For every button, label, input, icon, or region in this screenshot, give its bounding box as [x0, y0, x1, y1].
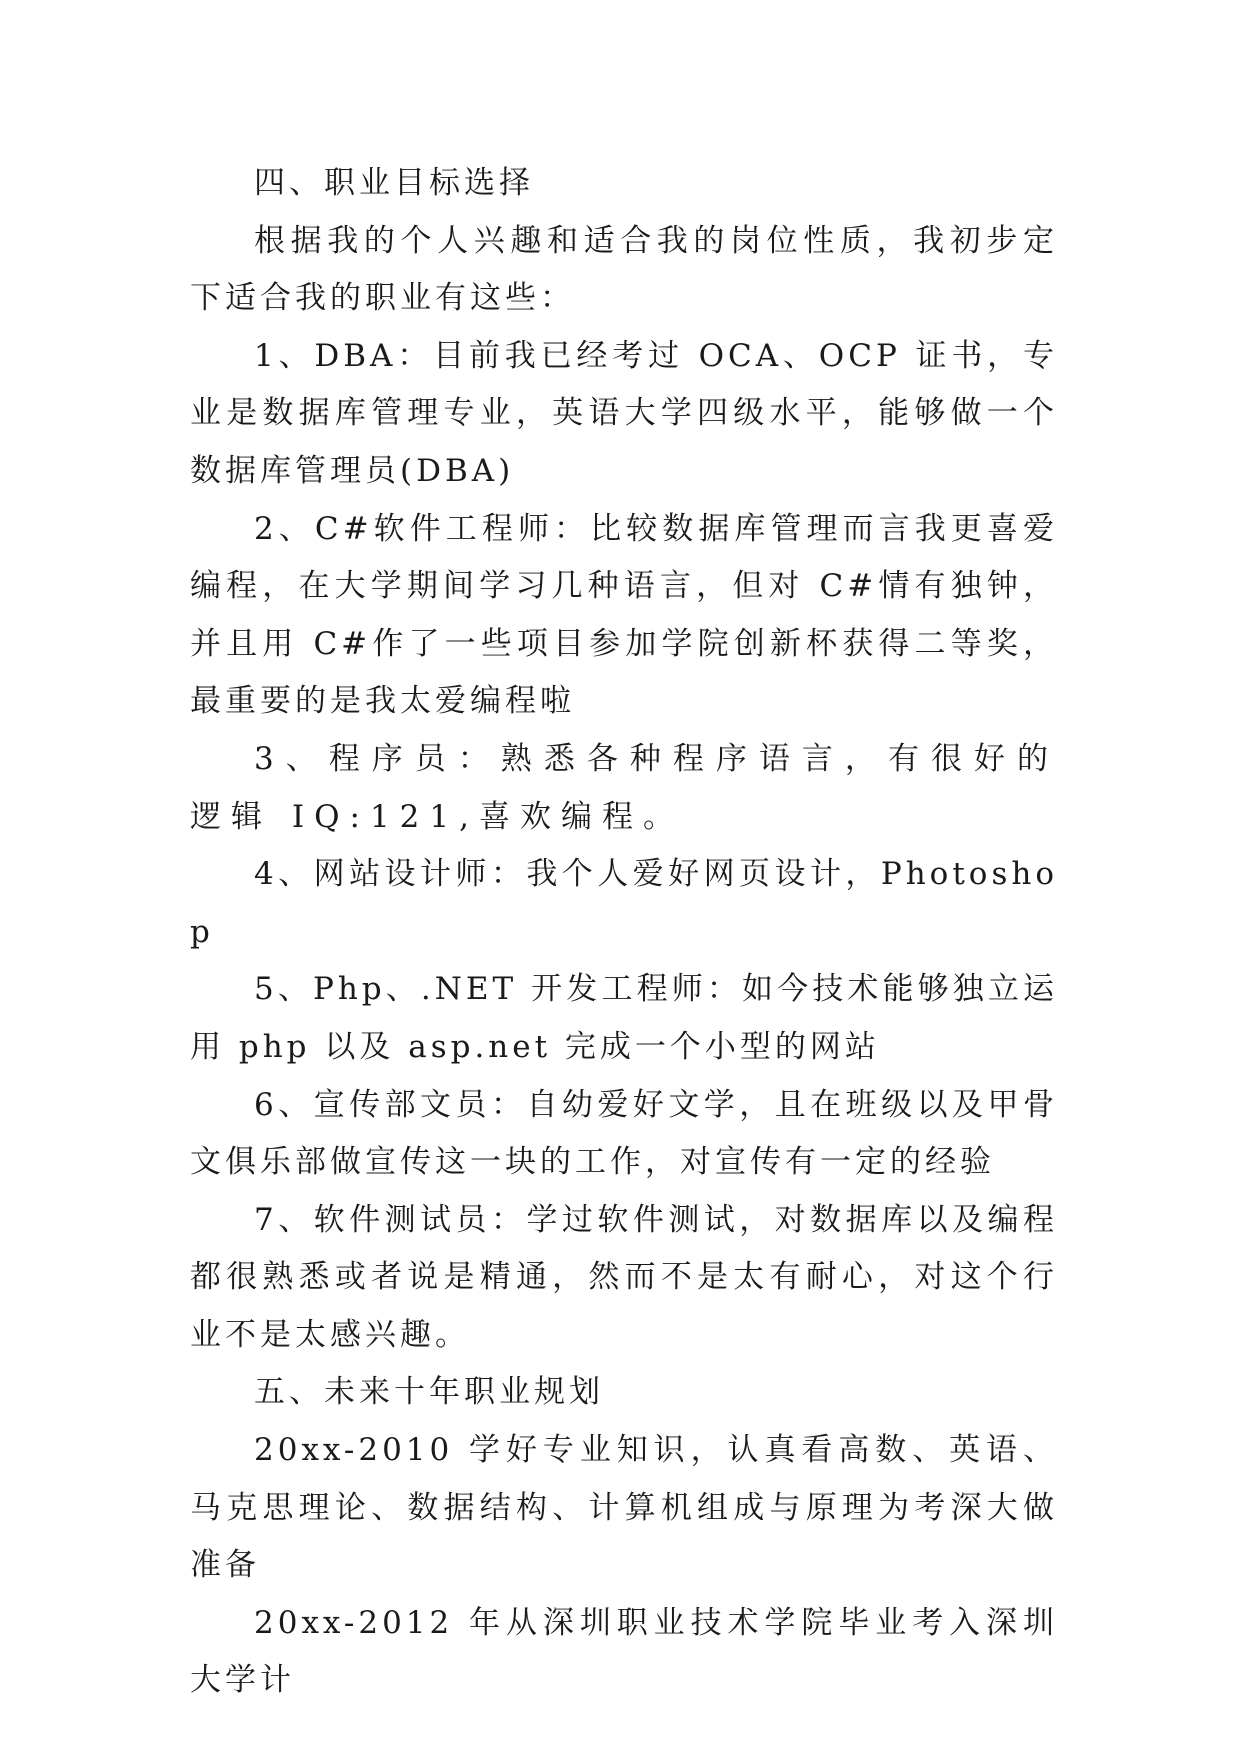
list-item-software-tester: 7、软件测试员：学过软件测试，对数据库以及编程都很熟悉或者说是精通，然而不是太有耐心，对这个行业不是太感兴趣。: [190, 1201, 1058, 1353]
list-item-csharp-engineer: 2、C#软件工程师：比较数据库管理而言我更喜爱编程，在大学期间学习几种语言，但对 C#情有独钟，并且用 C#作了一些项目参加学院创新杯获得二等奖，最重要的是我太爱编程啦: [190, 510, 1058, 720]
paragraph-intro: 根据我的个人兴趣和适合我的岗位性质，我初步定下适合我的职业有这些：: [190, 222, 1058, 317]
list-item-php-dotnet: 5、Php、.NET 开发工程师：如今技术能够独立运用 php 以及 asp.net 完成一个小型的网站: [190, 971, 1058, 1065]
list-item-dba: 1、DBA：目前我已经考过 OCA、OCP 证书，专业是数据库管理专业，英语大学四级水平，能够做一个数据库管理员(DBA): [190, 337, 1058, 489]
plan-item-2010: 20xx-2010 学好专业知识，认真看高数、英语、马克思理论、数据结构、计算机组成与原理为考深大做准备: [190, 1432, 1058, 1584]
plan-item-2012: 20xx-2012 年从深圳职业技术学院毕业考入深圳大学计: [190, 1604, 1058, 1699]
section-heading-career-goal: 四、职业目标选择: [254, 165, 534, 201]
list-item-web-designer: 4、网站设计师：我个人爱好网页设计，Photoshop: [190, 856, 1058, 950]
section-heading-ten-year-plan: 五、未来十年职业规划: [254, 1374, 604, 1411]
document-body: [190, 155, 1058, 1710]
list-item-programmer: 3、程序员：熟悉各种程序语言，有很好的逻辑 IQ:121,喜欢编程。: [190, 740, 1058, 835]
list-item-publicity-clerk: 6、宣传部文员：自幼爱好文学，且在班级以及甲骨文俱乐部做宣传这一块的工作，对宣传有一定的经验: [190, 1086, 1058, 1181]
